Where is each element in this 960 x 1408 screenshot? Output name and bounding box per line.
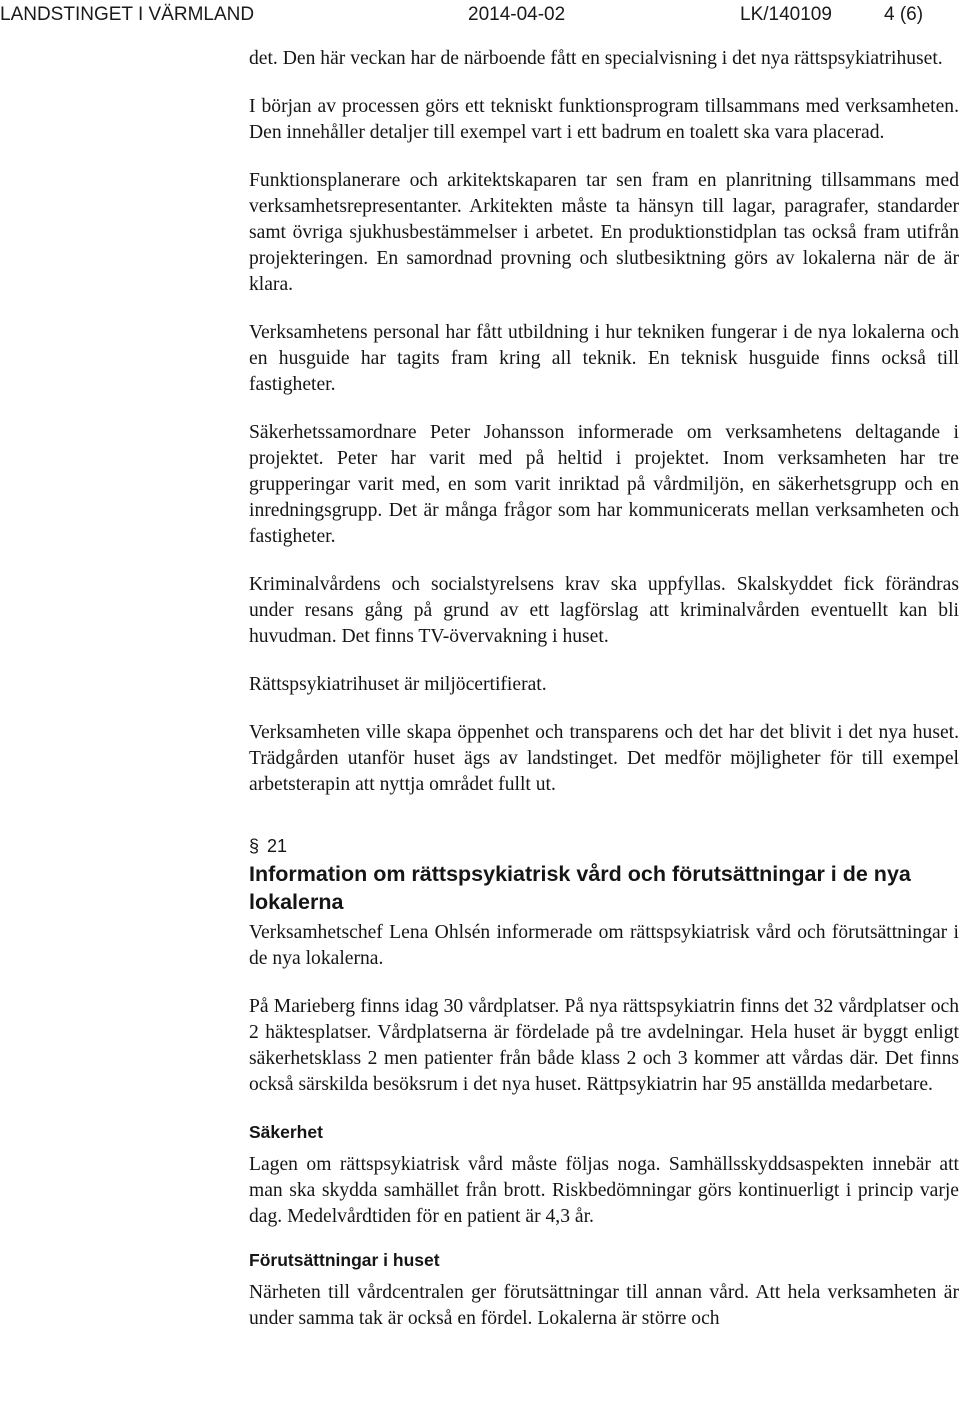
header-reference: LK/140109 [740,4,832,25]
header-organization: LANDSTINGET I VÄRMLAND [0,4,255,25]
subsection-heading-sakerhet: Säkerhet [249,1122,323,1142]
paragraph: Lagen om rättspsykiatrisk vård måste följas noga. Samhällsskyddsaspekten innebär att man ska skydda samhället från brott. Riskbedömningar görs kontinuerligt i princip varje dag. Medelvårdtiden för en patient är 4,3 år. [249,1154,959,1227]
paragraph: Rättspsykiatrihuset är miljöcertifierat. [249,674,547,695]
paragraph: Funktionsplanerare och arkitektskaparen tar sen fram en planritning tillsammans med verksamhetsrepresentanter. Arkitekten måste ta hänsyn till lagar, paragrafer, standarder samt övriga sjukhusbestämmelser i arbetet. En produktionstidplan tas också fram utifrån projekteringen. En samordnad provning och slutbesiktning görs av lokalerna när de är klara. [249,170,959,295]
section-symbol: § [249,836,260,856]
section-title: Information om rättspsykiatrisk vård och förutsättningar i de nya lokalerna [249,862,911,914]
paragraph: På Marieberg finns idag 30 vårdplatser. På nya rättspsykiatrin finns det 32 vårdplatser och 2 häktesplatser. Vårdplatserna är fördelade på tre avdelningar. Hela huset är byggt enligt säkerhetsklass 2 men patienter från både klass 2 och 3 kommer att vårdas där. Det finns också särskilda besöksrum i det nya huset. Rättpsykiatrin har 95 anställda medarbetare. [249,996,959,1095]
paragraph: Verksamhetschef Lena Ohlsén informerade om rättspsykiatrisk vård och förutsättningar i de nya lokalerna. [249,922,959,969]
paragraph: Närheten till vårdcentralen ger förutsättningar till annan vård. Att hela verksamheten är under samma tak är också en fördel. Lokalerna är större och [249,1282,959,1329]
paragraph: det. Den här veckan har de närboende fått en specialvisning i det nya rättspsykiatrihuset. [249,48,943,69]
header-date: 2014-04-02 [468,4,566,25]
paragraph: I början av processen görs ett tekniskt funktionsprogram tillsammans med verksamheten. Den innehåller detaljer till exempel vart i ett badrum en toalett ska vara placerad. [249,96,959,143]
paragraph: Verksamhetens personal har fått utbildning i hur tekniken fungerar i de nya lokalerna och en husguide har tagits fram kring all teknik. En teknisk husguide finns också till fastigheter. [249,322,959,395]
section-number-value: 21 [267,836,288,856]
paragraph: Kriminalvårdens och socialstyrelsens krav ska uppfyllas. Skalskyddet fick förändras under resans gång på grund av ett lagförslag att kriminalvården eventuellt kan bli huvudman. Det finns TV-övervakning i huset. [249,574,959,647]
subsection-heading-forutsattningar: Förutsättningar i huset [249,1250,440,1270]
document-body [249,46,959,1354]
section-number [249,834,959,858]
page-header [0,0,960,30]
paragraph: Verksamheten ville skapa öppenhet och transparens och det har det blivit i det nya huset. Trädgården utanför huset ägs av landstinget. Det medför möjligheter för till exempel arbetsterapin att nyttja området fullt ut. [249,722,959,795]
paragraph: Säkerhetssamordnare Peter Johansson informerade om verksamhetens deltagande i projektet. Peter har varit med på heltid i projektet. Inom verksamheten har tre grupperingar varit med, en som varit inriktad på vårdmiljön, en säkerhetsgrupp och en inredningsgrupp. Det är många frågor som har kommunicerats mellan verksamheten och fastigheter. [249,422,959,547]
header-page-number: 4 (6) [884,4,924,25]
